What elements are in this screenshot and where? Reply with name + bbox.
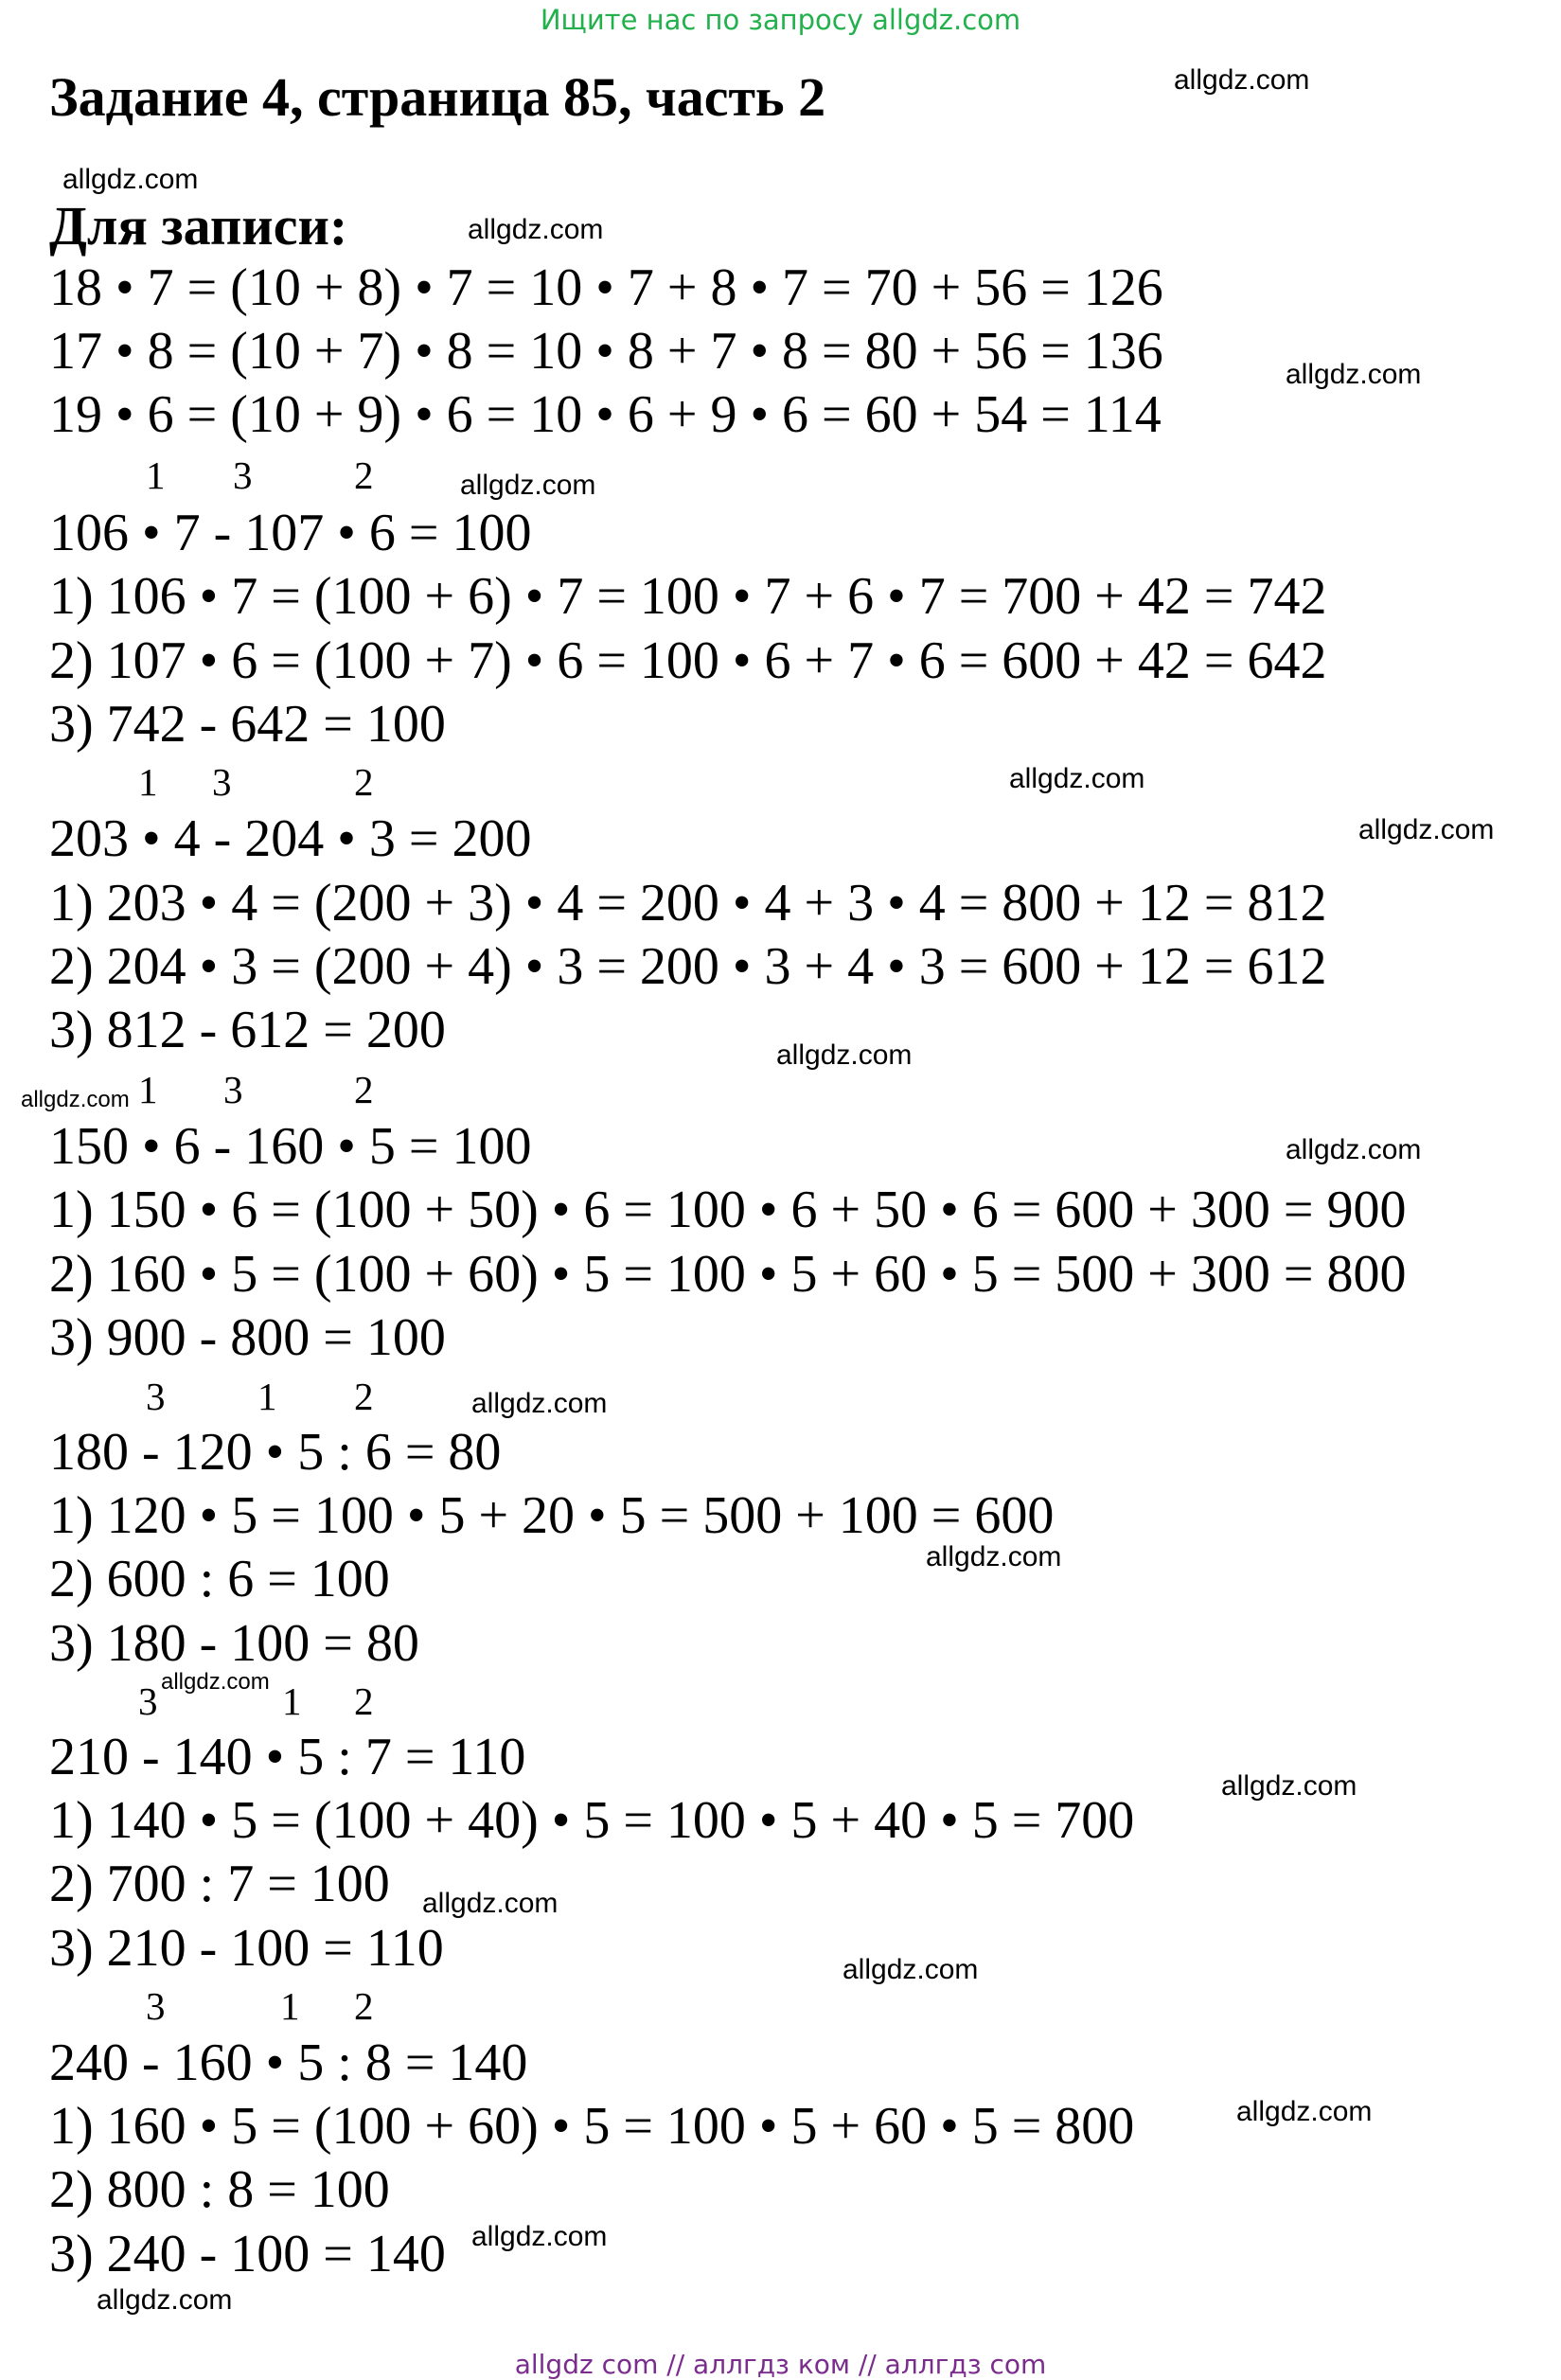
watermark: allgdz.com	[471, 1388, 608, 1419]
operation-order-mark: 1	[138, 1068, 158, 1111]
operation-order-mark: 1	[257, 1375, 277, 1418]
watermark: allgdz.com	[926, 1541, 1062, 1572]
watermark: allgdz.com	[468, 214, 604, 245]
equation-line: 18 • 7 = (10 + 8) • 7 = 10 • 7 + 8 • 7 = 70 + 56 = 126	[49, 258, 1163, 317]
operation-order-mark: 1	[146, 453, 166, 497]
watermark: allgdz.com	[62, 164, 199, 195]
expression-line: 240 - 160 • 5 : 8 = 140	[49, 2034, 528, 2092]
step-line: 3) 210 - 100 = 110	[49, 1919, 444, 1978]
operation-order-mark: 2	[354, 1375, 374, 1418]
step-line: 1) 106 • 7 = (100 + 6) • 7 = 100 • 7 + 6 • 7 = 700 + 42 = 742	[49, 567, 1327, 626]
operation-order-mark: 2	[354, 1984, 374, 2028]
step-line: 1) 203 • 4 = (200 + 3) • 4 = 200 • 4 + 3 • 4 = 800 + 12 = 812	[49, 874, 1327, 932]
operation-order-mark: 3	[212, 760, 232, 804]
watermark: allgdz.com	[1286, 359, 1422, 390]
expression-line: 210 - 140 • 5 : 7 = 110	[49, 1728, 526, 1786]
watermark: allgdz.com	[21, 1087, 130, 1112]
watermark: allgdz.com	[1009, 763, 1145, 794]
step-line: 1) 150 • 6 = (100 + 50) • 6 = 100 • 6 + 50 • 6 = 600 + 300 = 900	[49, 1181, 1407, 1239]
watermark: allgdz.com	[97, 2284, 233, 2316]
operation-order-mark: 2	[354, 1068, 374, 1111]
operation-order-mark: 3	[146, 1984, 166, 2028]
step-line: 1) 160 • 5 = (100 + 60) • 5 = 100 • 5 + 60 • 5 = 800	[49, 2097, 1135, 2156]
operation-order-mark: 1	[282, 1679, 302, 1723]
step-line: 3) 900 - 800 = 100	[49, 1308, 446, 1367]
watermark: allgdz.com	[1358, 814, 1495, 845]
expression-line: 180 - 120 • 5 : 6 = 80	[49, 1423, 502, 1482]
watermark: allgdz.com	[422, 1888, 559, 1919]
operation-order-mark: 2	[354, 1679, 374, 1723]
operation-order-mark: 3	[146, 1375, 166, 1418]
step-line: 2) 107 • 6 = (100 + 7) • 6 = 100 • 6 + 7 • 6 = 600 + 42 = 642	[49, 631, 1327, 690]
step-line: 2) 600 : 6 = 100	[49, 1550, 390, 1608]
step-line: 1) 120 • 5 = 100 • 5 + 20 • 5 = 500 + 100 = 600	[49, 1486, 1055, 1545]
step-line: 2) 800 : 8 = 100	[49, 2160, 390, 2219]
operation-order-mark: 1	[138, 760, 158, 804]
watermark: allgdz.com	[1286, 1134, 1422, 1165]
equation-line: 19 • 6 = (10 + 9) • 6 = 10 • 6 + 9 • 6 = 60 + 54 = 114	[49, 385, 1162, 444]
watermark: allgdz.com	[1174, 64, 1310, 96]
operation-order-mark: 3	[138, 1679, 158, 1723]
watermark: allgdz.com	[776, 1039, 913, 1071]
step-line: 3) 240 - 100 = 140	[49, 2225, 446, 2283]
watermark: allgdz.com	[471, 2221, 608, 2252]
watermark: allgdz.com	[843, 1954, 979, 1985]
operation-order-mark: 2	[354, 453, 374, 497]
step-line: 1) 140 • 5 = (100 + 40) • 5 = 100 • 5 + 40 • 5 = 700	[49, 1791, 1135, 1850]
step-line: 2) 160 • 5 = (100 + 60) • 5 = 100 • 5 + 60 • 5 = 500 + 300 = 800	[49, 1245, 1407, 1304]
operation-order-mark: 2	[354, 760, 374, 804]
footer-links[interactable]: allgdz com // аллгдз ком // аллгдз com	[514, 2349, 1047, 2380]
operation-order-mark: 1	[280, 1984, 300, 2028]
expression-line: 150 • 6 - 160 • 5 = 100	[49, 1117, 532, 1176]
expression-line: 106 • 7 - 107 • 6 = 100	[49, 504, 532, 562]
watermark: allgdz.com	[1221, 1770, 1357, 1802]
step-line: 3) 180 - 100 = 80	[49, 1614, 419, 1673]
watermark: allgdz.com	[460, 470, 596, 501]
operation-order-mark: 3	[233, 453, 253, 497]
equation-line: 17 • 8 = (10 + 7) • 8 = 10 • 8 + 7 • 8 = 80 + 56 = 136	[49, 322, 1163, 381]
step-line: 2) 204 • 3 = (200 + 4) • 3 = 200 • 3 + 4 • 3 = 600 + 12 = 612	[49, 937, 1327, 996]
section-subtitle: Для записи:	[49, 195, 348, 257]
step-line: 2) 700 : 7 = 100	[49, 1855, 390, 1913]
step-line: 3) 812 - 612 = 200	[49, 1001, 446, 1059]
operation-order-mark: 3	[223, 1068, 243, 1111]
watermark: allgdz.com	[161, 1669, 270, 1695]
page-title: Задание 4, страница 85, часть 2	[49, 66, 826, 128]
step-line: 3) 742 - 642 = 100	[49, 695, 446, 754]
top-banner[interactable]: Ищите нас по запросу allgdz.com	[540, 4, 1021, 36]
expression-line: 203 • 4 - 204 • 3 = 200	[49, 809, 532, 868]
watermark: allgdz.com	[1236, 2096, 1373, 2127]
